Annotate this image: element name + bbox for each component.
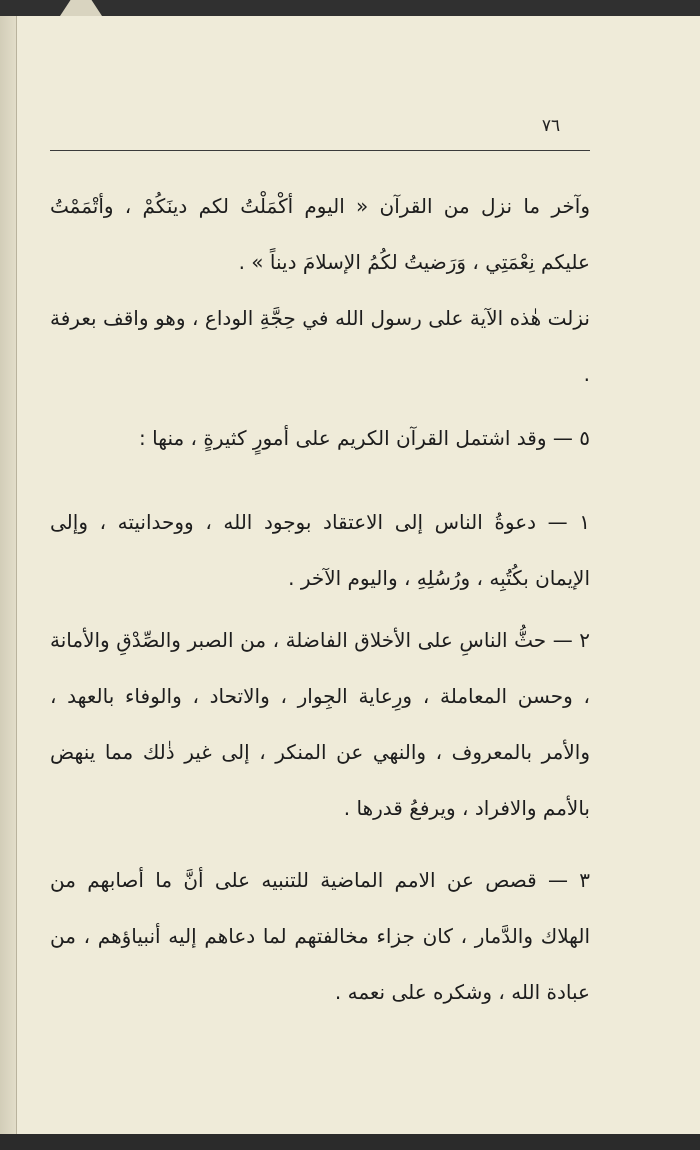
paragraph-section-5 [50, 410, 590, 466]
scan-top-border [0, 0, 700, 16]
book-spine-edge [0, 16, 17, 1134]
paragraph-text: ٢ — حثُّ الناسِ على الأخلاق الفاضلة ، من الصبر والصِّدْقِ والأمانة ، وحسن المعاملة ، ورِعاية الجِوار ، والاتحاد ، والوفاء بالعهد ، والأمر بالمعروف ، والنهي عن المنكر ، إلى غير ذٰلك مما ينهض بالأمم والافراد ، ويرفعُ قدرها . [50, 628, 590, 820]
paragraph-text: وآخر ما نزل من القرآن « اليوم أكْمَلْتُ لكم دينَكُمْ ، وأتْمَمْتُ عليكم نِعْمَتِي ، وَرَضيتُ لكُمُ الإسلامَ ديناً » . [50, 194, 590, 274]
header-rule [50, 150, 590, 151]
paragraph-text: ١ — دعوةُ الناس إلى الاعتقاد بوجود الله ، ووحدانيته ، وإلى الإيمان بكُتُبِه ، ورُسُلِهِ ، واليوم الآخر . [50, 510, 590, 590]
list-item-3 [50, 852, 590, 1020]
page-number: ٧٦ [541, 116, 561, 136]
list-item-2 [50, 612, 590, 836]
list-item-1 [50, 494, 590, 606]
paragraph-revelation-place [50, 290, 590, 402]
paragraph-text: نزلت هٰذه الآية على رسول الله في حِجَّةِ الوداع ، وهو واقف بعرفة . [50, 306, 590, 386]
paragraph-text: ٣ — قصص عن الامم الماضية للتنبيه على أنَّ ما أصابهم من الهلاك والدَّمار ، كان جزاء مخالفتهم لما دعاهم إليه أنبياؤهم ، من عبادة الله ، وشكره على نعمه . [50, 868, 590, 1004]
scan-bottom-border [0, 1134, 700, 1150]
paragraph-last-revelation [50, 178, 590, 290]
paragraph-text: ٥ — وقد اشتمل القرآن الكريم على أمورٍ كثيرةٍ ، منها : [139, 426, 590, 450]
